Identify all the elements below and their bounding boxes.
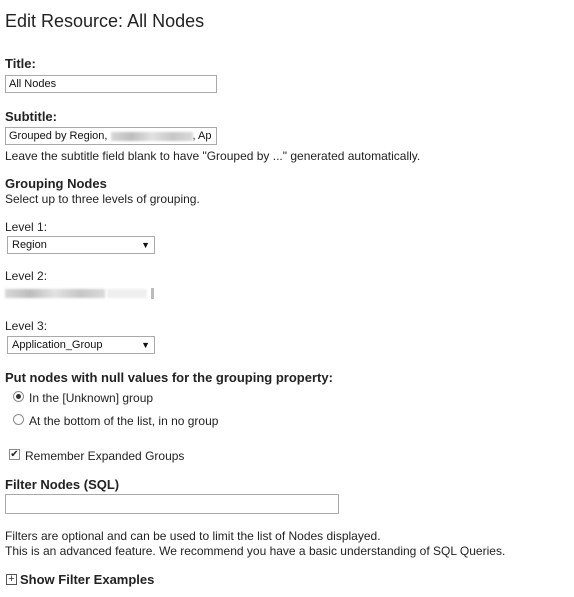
remember-expanded-checkbox[interactable] — [9, 449, 20, 460]
level1-label: Level 1: — [5, 220, 48, 234]
filter-help-line1: Filters are optional and can be used to limit the list of Nodes displayed. — [5, 529, 381, 543]
grouping-description: Select up to three levels of grouping. — [5, 192, 200, 206]
show-filter-examples-label[interactable]: Show Filter Examples — [20, 572, 155, 587]
checkmark-icon: ✔ — [10, 449, 19, 460]
level3-selected-value: Application_Group — [12, 339, 103, 351]
subtitle-help-text: Leave the subtitle field blank to have "Grouped by ..." generated automatically. — [5, 149, 421, 163]
triangle-down-icon: ▼ — [141, 340, 150, 350]
radio-unknown-group-label[interactable]: In the [Unknown] group — [29, 391, 154, 405]
level3-label: Level 3: — [5, 319, 48, 333]
subtitle-value-prefix: Grouped by Region, — [9, 130, 108, 142]
filter-sql-input[interactable] — [5, 494, 339, 514]
remember-expanded-label[interactable]: Remember Expanded Groups — [25, 449, 185, 463]
radio-unknown-group[interactable] — [13, 391, 24, 402]
level2-select-redacted[interactable] — [5, 287, 157, 301]
page-title: Edit Resource: All Nodes — [5, 11, 205, 31]
subtitle-label: Subtitle: — [5, 109, 57, 124]
subtitle-value-suffix: , Ap — [192, 130, 212, 142]
radio-bottom-of-list-label[interactable]: At the bottom of the list, in no group — [29, 414, 219, 428]
level3-select[interactable] — [7, 336, 155, 354]
null-values-heading: Put nodes with null values for the grouping property: — [5, 370, 333, 385]
subtitle-input[interactable] — [5, 127, 217, 145]
redacted-text — [111, 132, 193, 141]
level2-label: Level 2: — [5, 269, 48, 283]
grouping-heading: Grouping Nodes — [5, 176, 107, 191]
triangle-down-icon: ▼ — [141, 240, 150, 250]
filter-heading: Filter Nodes (SQL) — [5, 477, 120, 492]
filter-help-line2: This is an advanced feature. We recommend you have a basic understanding of SQL Queries. — [5, 544, 506, 558]
title-input[interactable]: All Nodes — [5, 75, 217, 93]
plus-box-icon: + — [6, 574, 17, 585]
redacted-text — [107, 289, 147, 298]
title-label: Title: — [5, 56, 36, 71]
radio-bottom-of-list[interactable] — [13, 414, 24, 425]
level1-select[interactable] — [7, 236, 155, 254]
redacted-arrow — [151, 288, 154, 299]
redacted-text — [5, 289, 105, 298]
level1-selected-value: Region — [12, 239, 47, 251]
